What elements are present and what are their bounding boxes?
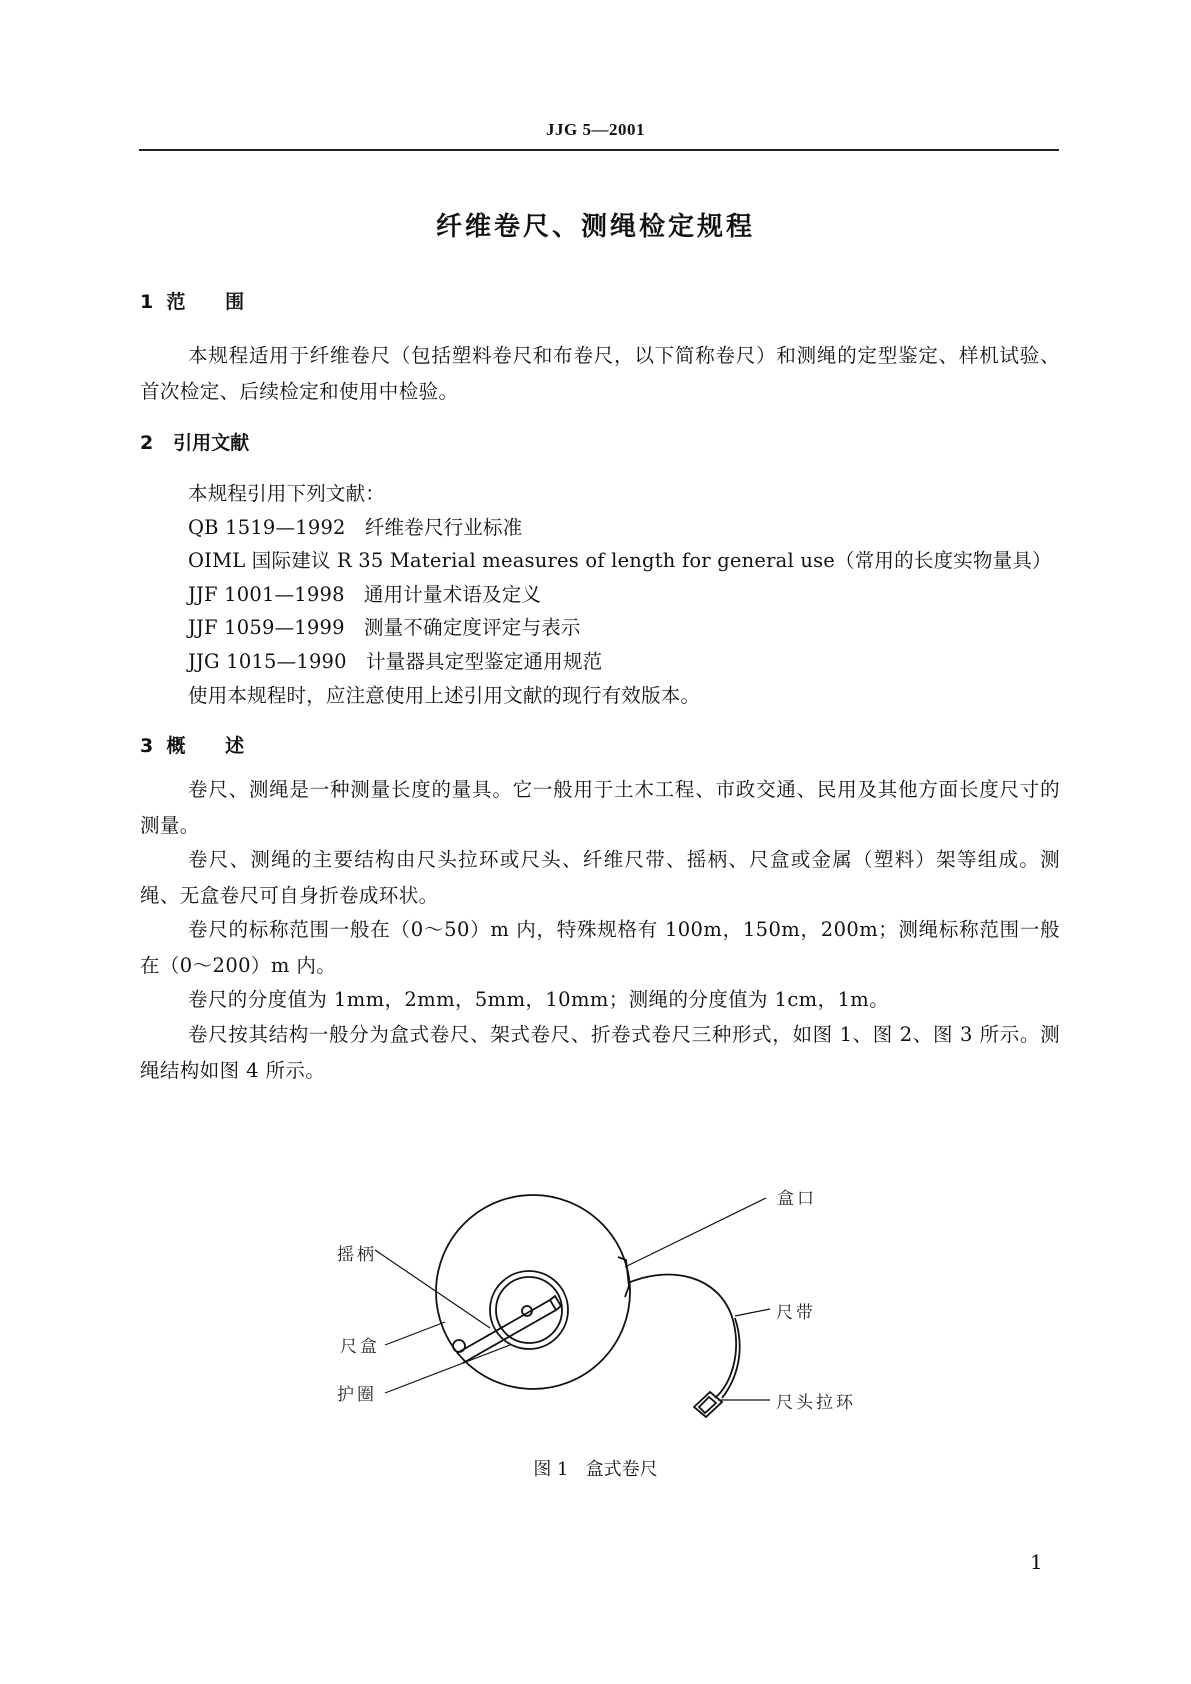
overview-paragraph: 卷尺、测绳是一种测量长度的量具。它一般用于土木工程、市政交通、民用及其他方面长度尺寸的测量。 bbox=[140, 778, 1060, 837]
label-pull-ring: 尺头拉环 bbox=[776, 1393, 856, 1413]
section-heading-references: 2 引用文献 bbox=[140, 432, 250, 454]
reference-item: OIML 国际建议 R 35 Material measures of length for general use（常用的长度实物量具） bbox=[188, 549, 1052, 572]
label-handle: 摇柄 bbox=[337, 1245, 377, 1265]
overview-paragraph: 卷尺按其结构一般分为盒式卷尺、架式卷尺、折卷式卷尺三种形式，如图 1、图 2、图 3 所示。测绳结构如图 4 所示。 bbox=[140, 1023, 1060, 1082]
reference-item: QB 1519—1992 纤维卷尺行业标准 bbox=[188, 516, 523, 539]
case-outline bbox=[436, 1195, 630, 1389]
section-scope-paragraph: 本规程适用于纤维卷尺（包括塑料卷尺和布卷尺，以下简称卷尺）和测绳的定型鉴定、样机试验、首次检定、后续检定和使用中检验。 bbox=[140, 344, 1060, 403]
section-heading-overview: 3 概 述 bbox=[140, 735, 245, 757]
reference-item: JJF 1001—1998 通用计量术语及定义 bbox=[188, 583, 542, 606]
label-case-opening: 盒口 bbox=[777, 1189, 817, 1209]
document-title: 纤维卷尺、测绳检定规程 bbox=[435, 212, 755, 242]
label-case: 尺盒 bbox=[340, 1337, 380, 1357]
header-divider bbox=[139, 149, 1059, 151]
document-code-header: JJG 5—2001 bbox=[546, 120, 645, 139]
figure-caption: 图 1 盒式卷尺 bbox=[533, 1459, 658, 1480]
figure-box-tape-measure bbox=[320, 1180, 880, 1450]
overview-paragraph: 卷尺的标称范围一般在（0～50）m 内，特殊规格有 100m，150m，200m；测绳标称范围一般在（0～200）m 内。 bbox=[140, 918, 1060, 977]
references-note: 使用本规程时，应注意使用上述引用文献的现行有效版本。 bbox=[188, 684, 701, 707]
label-guard-ring: 护圈 bbox=[337, 1385, 377, 1405]
references-intro: 本规程引用下列文献： bbox=[188, 482, 386, 505]
page-number: 1 bbox=[1030, 1550, 1043, 1574]
reference-item: JJG 1015—1990 计量器具定型鉴定通用规范 bbox=[188, 650, 603, 673]
label-tape: 尺带 bbox=[776, 1303, 816, 1323]
section-heading-scope: 1 范 围 bbox=[140, 291, 245, 313]
overview-paragraph: 卷尺的分度值为 1mm，2mm，5mm，10mm；测绳的分度值为 1cm，1m。 bbox=[188, 988, 890, 1011]
reference-item: JJF 1059—1999 测量不确定度评定与表示 bbox=[188, 616, 581, 639]
overview-paragraph: 卷尺、测绳的主要结构由尺头拉环或尺头、纤维尺带、摇柄、尺盒或金属（塑料）架等组成。测绳、无盒卷尺可自身折卷成环状。 bbox=[140, 848, 1060, 907]
